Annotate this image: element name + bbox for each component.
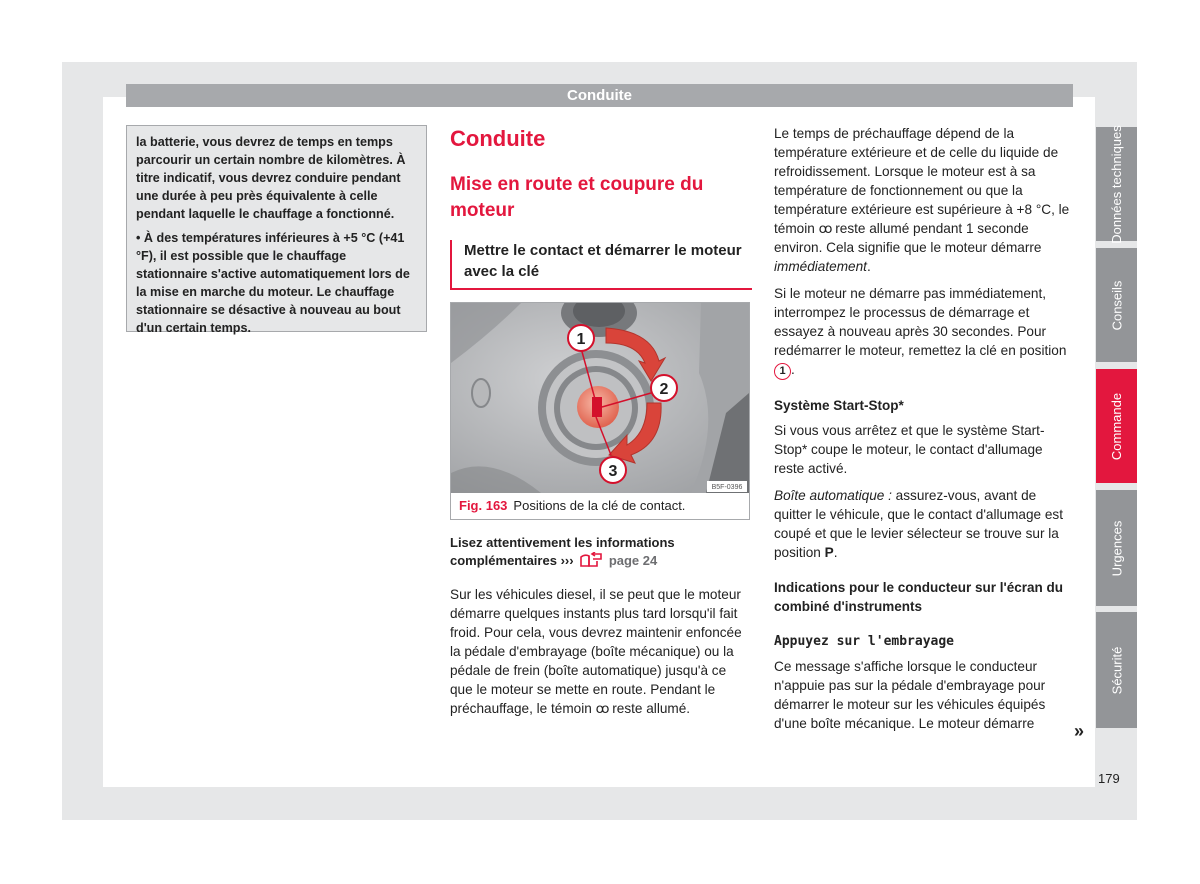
note-box xyxy=(126,125,427,335)
chapter-title: Conduite xyxy=(450,126,546,151)
svg-text:B5F-0396: B5F-0396 xyxy=(711,484,743,491)
column-3 xyxy=(774,124,1074,741)
automatic-gearbox-text: assurez-vous, avant de quitter le véhicule, que le contact d'allumage est coupé et que le levier sélecteur se trouve sur la position xyxy=(774,488,1063,560)
section-title: Mise en route et coupure du moteur xyxy=(450,174,704,221)
period: . xyxy=(791,362,795,377)
period: . xyxy=(866,259,871,274)
tab-label: Données techniques xyxy=(1109,124,1124,244)
preheat-paragraph xyxy=(774,124,1074,276)
section-header: Conduite xyxy=(126,84,1073,107)
restart-paragraph xyxy=(774,284,1074,380)
tab-donnees-techniques[interactable] xyxy=(1096,124,1137,244)
figure-caption-text: Positions de la clé de contact. xyxy=(513,498,686,513)
position-1-badge: 1 xyxy=(774,363,791,380)
diesel-text: Sur les véhicules diesel, il se peut que le moteur démarre quelques instants plus tard lorsqu'il fait froid. Pour cela, vous devrez maintenir enfoncée la pédale d'embrayage (boîte mécanique) ou la pédale de frein (boîte automatique) jusqu'à ce que le moteur se mette en route. Pendant le préchauffage, le témoin xyxy=(450,587,742,716)
page-reference-link[interactable]: page 24 xyxy=(608,553,658,568)
column-2 xyxy=(450,124,752,718)
note-paragraph: la batterie, vous devrez de temps en temps parcourir un certain nombre de kilomètres. À titre indicatif, vous devrez conduire pendant une durée à peu près équivalente à celle pendant laquelle le chauffage a fonctionné. xyxy=(136,135,406,221)
tab-urgences[interactable] xyxy=(1096,490,1137,606)
read-more-arrows: ››› xyxy=(560,553,574,568)
tab-commande[interactable] xyxy=(1096,369,1137,483)
display-message: Appuyez sur l'embrayage xyxy=(774,634,955,649)
period: . xyxy=(833,545,838,560)
restart-text: Si le moteur ne démarre pas immédiatement, interrompez le processus de démarrage et essayez à nouveau après 30 secondes. Pour redémarrer le moteur, remettez la clé en position xyxy=(774,286,1067,358)
read-more-text: Lisez attentivement les informations complémentaires xyxy=(450,535,675,568)
tab-label: Commande xyxy=(1109,392,1125,460)
automatic-gearbox-label: Boîte automatique : xyxy=(774,488,892,503)
callout-2 xyxy=(651,375,677,401)
driver-info-heading: Indications pour le conducteur sur l'écran du combiné d'instruments xyxy=(774,580,1064,614)
figure-ignition-key xyxy=(450,302,750,520)
read-more-note xyxy=(450,534,752,573)
note-paragraph: • À des températures inférieures à +5 °C (+41 °F), il est possible que le chauffage stationnaire s'active automatiquement lors de la mise en marche du moteur. Le chauffage stationnaire se désactive à nouveau au bout d'un certain temps. xyxy=(136,231,410,335)
continued-marker: » xyxy=(1074,721,1085,741)
figure-number: Fig. 163 xyxy=(459,498,508,513)
park-position: P xyxy=(824,545,834,560)
subsection-title: Mettre le contact et démarrer le moteur avec la clé xyxy=(450,240,752,290)
figure-caption xyxy=(451,493,749,519)
diesel-paragraph xyxy=(450,585,752,718)
diesel-text-end: reste allumé. xyxy=(612,701,691,716)
preheat-text: Le temps de préchauffage dépend de la température extérieure et de celle du liquide de refroidissement. Lorsque le moteur est à sa température de fonctionnement ou que la température extérieure est supérieure à +8 °C, le témoin xyxy=(774,126,1070,236)
book-reference-icon xyxy=(579,552,603,573)
start-stop-heading: Système Start-Stop* xyxy=(774,398,904,413)
tab-securite[interactable] xyxy=(1096,612,1137,728)
svg-text:2: 2 xyxy=(659,381,669,398)
glow-plug-icon: ꝏ xyxy=(595,701,609,716)
tab-label: Conseils xyxy=(1109,280,1125,330)
tab-conseils[interactable] xyxy=(1096,248,1137,362)
start-stop-paragraph: Si vous vous arrêtez et que le système Start-Stop* coupe le moteur, le contact d'allumage reste activé. xyxy=(774,423,1045,476)
emphasis-immediately: immédiatement xyxy=(774,259,867,274)
page-number: 179 xyxy=(1098,771,1120,786)
callout-3 xyxy=(600,457,626,483)
tab-label: Urgences xyxy=(1109,520,1125,576)
automatic-gearbox-paragraph xyxy=(774,486,1074,562)
tab-label: Sécurité xyxy=(1109,646,1125,694)
ignition-illustration xyxy=(451,303,749,493)
svg-text:1: 1 xyxy=(576,331,586,348)
callout-1 xyxy=(568,325,594,351)
preheat-text-2: reste allumé pendant 1 seconde environ. Cela signifie que le moteur démarre xyxy=(774,221,1042,255)
display-message-paragraph: Ce message s'affiche lorsque le conducteur n'appuie pas sur la pédale d'embrayage pour démarrer le moteur sur les véhicules équipés d'une boîte mécanique. Le moteur démarre xyxy=(774,659,1046,731)
svg-text:3: 3 xyxy=(608,463,618,480)
glow-plug-icon: ꝏ xyxy=(818,221,832,236)
